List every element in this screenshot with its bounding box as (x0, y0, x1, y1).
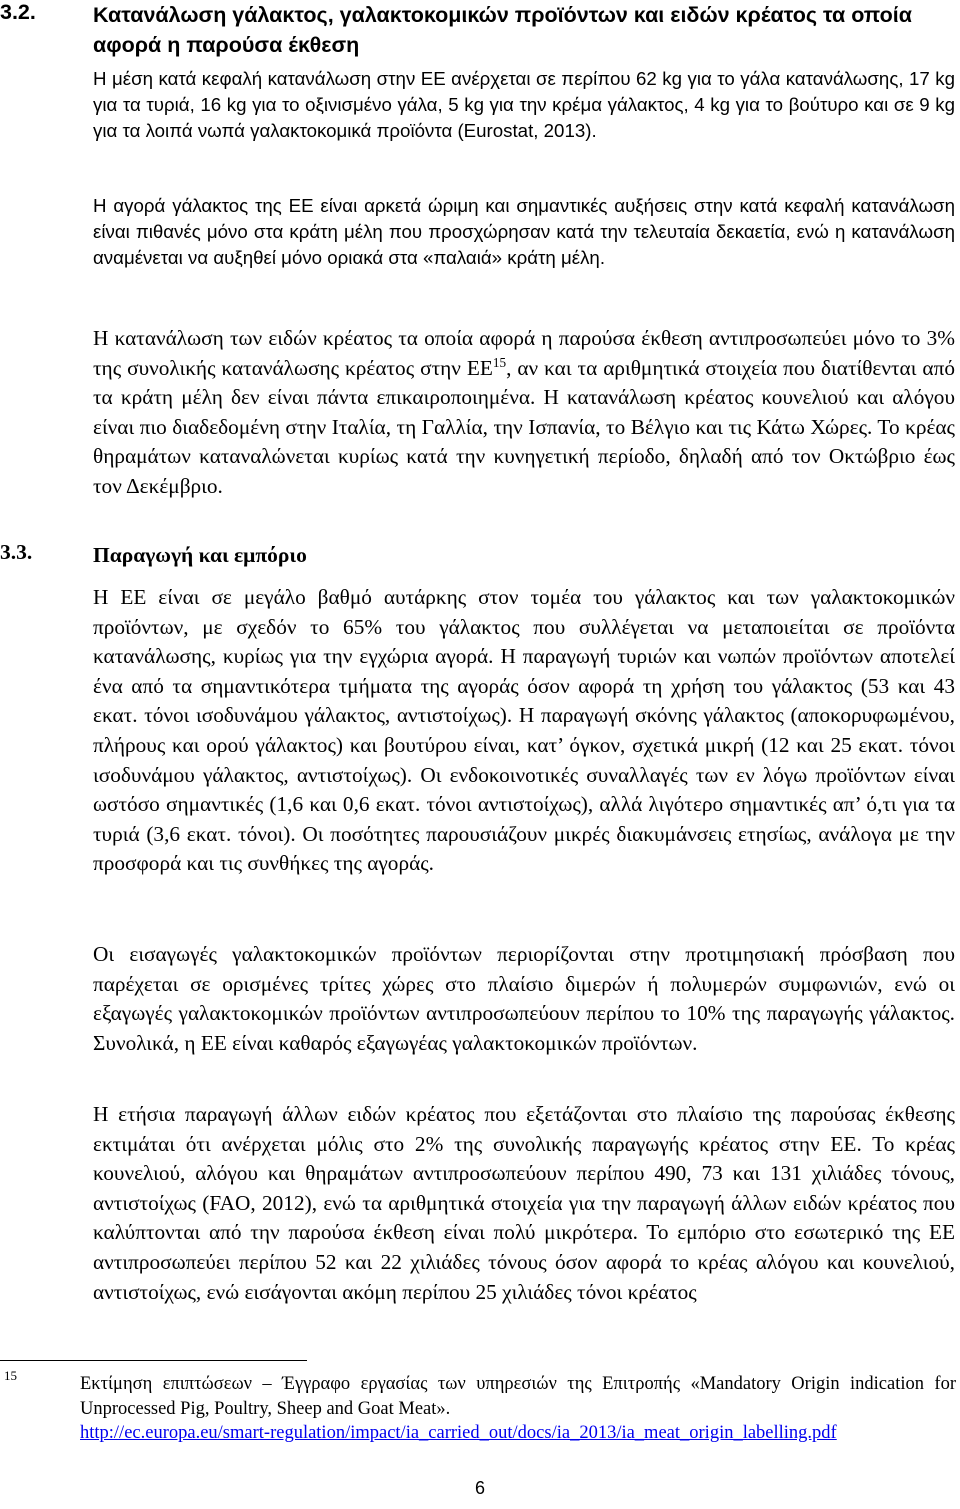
page-number: 6 (474, 1478, 485, 1498)
footnote-text: Εκτίμηση επιπτώσεων – Έγγραφο εργασίας των υπηρεσιών της Επιτροπής «Mandatory Origin indication for Unprocessed Pig, Poultry, Sheep and Goat Meat». (80, 1374, 956, 1419)
meat-paragraph-part2: , αν και τα αριθμητικά στοιχεία που διατίθενται από τα κράτη μέλη δεν είναι πάντα επικαιροποιημένα. Η κατανάλωση κρέατος κουνελιού και αλόγου είναι πιο διαδεδομένη στην Ιταλία, τη Γαλλία, την Ισπανία, το Βέλγιο και τις Κάτω Χώρες. Το κρέας θηραμάτων καταναλώνεται κυρίως κατά την κυνηγετική περίοδο, δηλαδή από τον Οκτώβριο έως τον Δεκέμβριο. (93, 355, 955, 498)
footnote-separator (0, 1360, 307, 1361)
paragraph-imports: Οι εισαγωγές γαλακτοκομικών προϊόντων περιορίζονται στην προτιμησιακή πρόσβαση που παρέχεται σε ορισμένες τρίτες χώρες στο πλαίσιο διμερών ή πολυμερών συμφωνιών, ενώ οι εξαγωγές γαλακτοκομικών προϊόντων αντιπροσωπεύουν περίπου το 10% της παραγωγής γάλακτος. Συνολικά, η ΕΕ είναι καθαρός εξαγωγέας γαλακτοκομικών προϊόντων. (93, 942, 955, 1055)
paragraph-meat-consumption (93, 324, 955, 502)
paragraph-market-maturity: Η αγορά γάλακτος της ΕΕ είναι αρκετά ώριμη και σημαντικές αυξήσεις στην κατά κεφαλή κατανάλωση είναι πιθανές μόνο στα κράτη μέλη που προσχώρησαν κατά την τελευταία δεκαετία, ενώ η κατανάλωση αναμένεται να αυξηθεί μόνο οριακά στα «παλαιά» κράτη μέλη. (93, 195, 955, 269)
paragraph-production: Η ΕΕ είναι σε μεγάλο βαθμό αυτάρκης στον τομέα του γάλακτος και των γαλακτοκομικών προϊόντων, με σχεδόν το 65% του γάλακτος που συλλέγεται να μεταποιείται σε προϊόντα κατανάλωσης, κυρίως για την εγχώρια αγορά. Η παραγωγή τυριών και νωπών προϊόντων αποτελεί ένα από τα σημαντικότερα τμήματα της αγοράς όσον αφορά τη χρήση του γάλακτος (53 και 43 εκατ. τόνοι ισοδυνάμου γάλακτος, αντιστοίχως). Η παραγωγή σκόνης γάλακτος (αποκορυφωμένου, πλήρους και ορού γάλακτος) και βουτύρου είναι, κατ’ όγκον, σχετικά μικρή (12 και 25 εκατ. τόνοι ισοδυνάμου γάλακτος, αντιστοίχως). Οι ενδοκοινοτικές συναλλαγές των εν λόγω προϊόντων είναι ωστόσο σημαντικές (1,6 και 0,6 εκατ. τόνοι αντιστοίχως), αλλά λιγότερο σημαντικές απ’ ό,τι για τα τυριά (3,6 εκατ. τόνοι). Οι ποσότητες παρουσιάζουν μικρές διακυμάνσεις ετησίως, ανάλογα με την προσφορά και τις συνθήκες της αγοράς. (93, 585, 955, 876)
section-number: 3.3. (0, 540, 33, 564)
section-title: Κατανάλωση γάλακτος, γαλακτοκομικών προϊόντων και ειδών κρέατος τα οποία αφορά η παρούσα έκθεση (93, 3, 912, 57)
footnote (80, 1372, 956, 1446)
footnote-mark: 15 (4, 1368, 17, 1383)
section-number: 3.2. (0, 0, 36, 24)
footnote-link[interactable]: http://ec.europa.eu/smart-regulation/impact/ia_carried_out/docs/ia_2013/ia_meat_origin_labelling.pdf (80, 1423, 837, 1443)
footnote-ref[interactable]: 15 (492, 354, 507, 370)
paragraph-consumption: Η μέση κατά κεφαλή κατανάλωση στην ΕΕ ανέρχεται σε περίπου 62 kg για το γάλα κατανάλωσης, 17 kg για τα τυριά, 16 kg για το οξινισμένο γάλα, 5 kg για την κρέμα γάλακτος, 4 kg για το βούτυρο και σε 9 kg για τα λοιπά νωπά γαλακτοκομικά προϊόντα (Eurostat, 2013). (93, 68, 955, 142)
meat-paragraph-part1: Η κατανάλωση των ειδών κρέατος τα οποία αφορά η παρούσα έκθεση αντιπροσωπεύει μόνο το 3% της συνολικής κατανάλωσης κρέατος στην ΕΕ (93, 326, 955, 380)
section-title: Παραγωγή και εμπόριο (93, 543, 307, 567)
paragraph-other-meat: Η ετήσια παραγωγή άλλων ειδών κρέατος που εξετάζονται στο πλαίσιο της παρούσας έκθεσης εκτιμάται ότι ανέρχεται μόλις στο 2% της συνολικής παραγωγής κρέατος στην ΕΕ. Το κρέας κουνελιού, αλόγου και θηραμάτων αντιπροσωπεύουν περίπου 490, 73 και 131 χιλιάδες τόνους, αντιστοίχως (FAO, 2012), ενώ τα αριθμητικά στοιχεία για την παραγωγή άλλων ειδών κρέατος που καλύπτονται από την παρούσα έκθεση είναι πολύ μικρότερα. Το εμπόριο στο εσωτερικό της ΕΕ αντιπροσωπεύει περίπου 52 και 22 χιλιάδες τόνους όσον αφορά το κρέας αλόγου και κουνελιού, αντιστοίχως, ενώ εισάγονται ακόμη περίπου 25 χιλιάδες τόνοι κρέατος (93, 1102, 955, 1304)
